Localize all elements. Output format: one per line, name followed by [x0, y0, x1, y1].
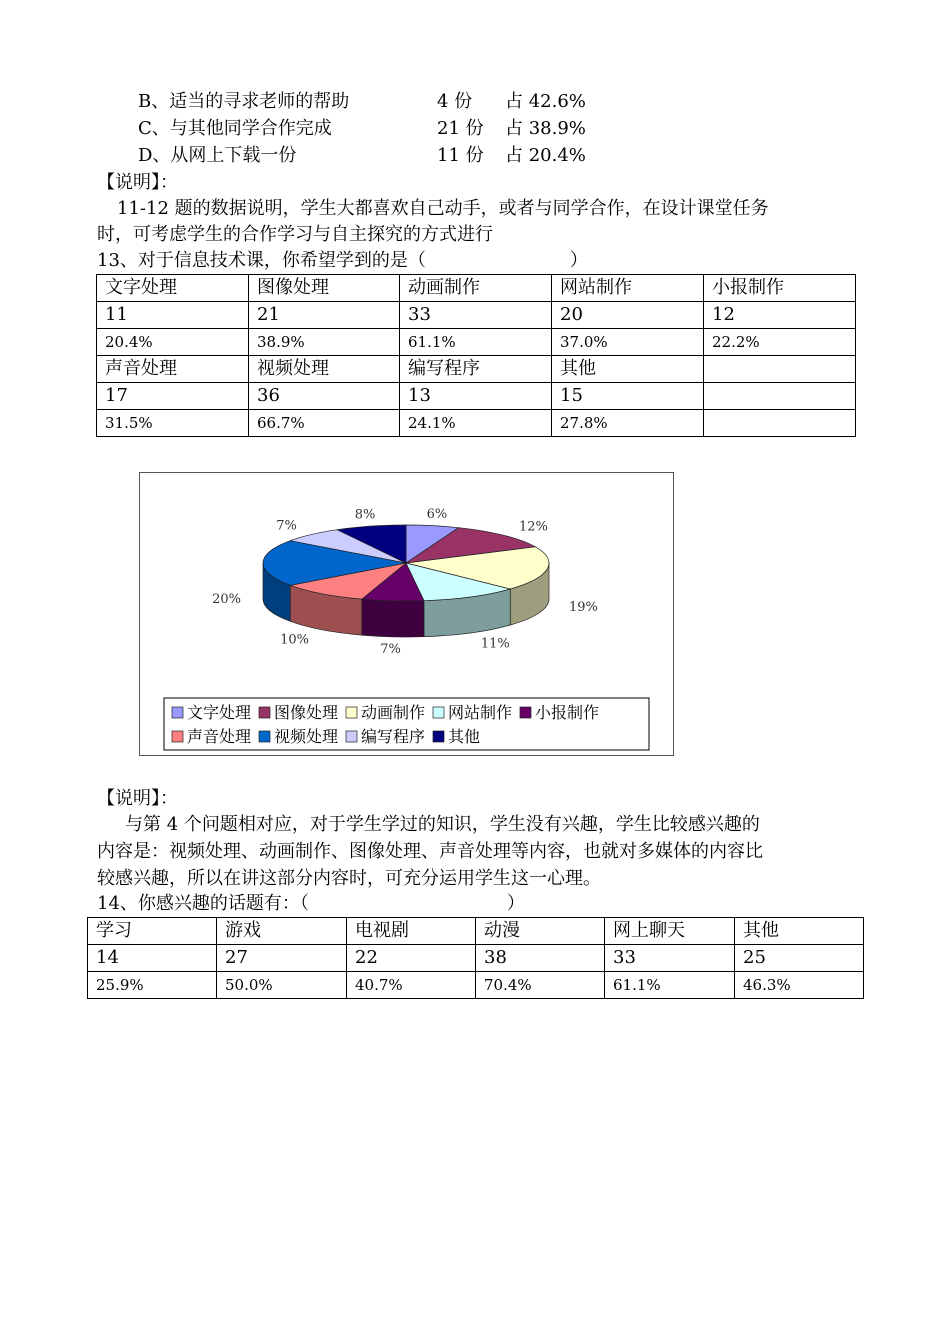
legend-label: 动画制作 — [361, 703, 426, 722]
q13-table — [96, 274, 856, 437]
legend-label: 声音处理 — [187, 727, 252, 746]
note2-line3: 较感兴趣，所以在讲这部分内容时，可充分运用学生这一心理。 — [97, 868, 601, 889]
note2-line1: 与第 4 个问题相对应，对于学生学过的知识，学生没有兴趣，学生比较感兴趣的 — [125, 814, 760, 835]
table-cell: 24.1% — [400, 410, 552, 437]
table-cell — [704, 410, 856, 437]
table-cell — [704, 356, 856, 383]
pie-data-label: 19% — [569, 599, 598, 615]
note2-line2: 内容是：视频处理、动画制作、图像处理、声音处理等内容，也就对多媒体的内容比 — [97, 841, 763, 862]
table-cell: 37.0% — [552, 329, 704, 356]
table-cell: 38 — [476, 945, 605, 972]
q14-row-pcts — [88, 972, 864, 999]
q13-row-items-2 — [97, 356, 856, 383]
table-cell: 15 — [552, 383, 704, 410]
pie-side-小报制作 — [362, 599, 424, 637]
legend-label: 其他 — [448, 727, 481, 746]
pie-data-label: 20% — [212, 592, 241, 607]
table-cell: 13 — [400, 383, 552, 410]
pie-data-label: 7% — [276, 518, 297, 534]
pie-data-label: 12% — [519, 519, 548, 535]
table-cell: 25.9% — [88, 972, 217, 999]
table-cell: 27 — [217, 945, 347, 972]
pie-chart-svg — [140, 473, 673, 755]
table-cell: 61.1% — [400, 329, 552, 356]
legend-swatch — [172, 707, 183, 718]
option-b-label: B、适当的寻求老师的帮助 — [138, 91, 350, 112]
legend-label: 编写程序 — [361, 727, 426, 746]
table-cell: 文字处理 — [97, 275, 249, 302]
table-cell: 21 — [249, 302, 400, 329]
pie-data-label: 7% — [380, 641, 401, 657]
pie-data-label: 8% — [354, 507, 376, 523]
table-cell: 网上聊天 — [605, 918, 735, 945]
option-c-count: 21 份 — [437, 118, 484, 139]
q13-question: 13、对于信息技术课，你希望学到的是（ ） — [97, 250, 588, 271]
legend-swatch — [259, 731, 270, 742]
option-d-pct: 占 20.4% — [505, 145, 586, 166]
q13-row-counts-2 — [97, 383, 856, 410]
table-cell: 25 — [735, 945, 864, 972]
table-cell: 动漫 — [476, 918, 605, 945]
table-cell: 61.1% — [605, 972, 735, 999]
table-cell: 视频处理 — [249, 356, 400, 383]
table-cell: 17 — [97, 383, 249, 410]
chart-legend — [164, 698, 649, 750]
pie-data-label: 10% — [280, 632, 309, 648]
table-cell: 其他 — [552, 356, 704, 383]
table-cell: 14 — [88, 945, 217, 972]
option-b-count: 4 份 — [437, 91, 473, 112]
option-c-label: C、与其他同学合作完成 — [138, 118, 332, 139]
q14-row-counts — [88, 945, 864, 972]
option-c-pct: 占 38.9% — [505, 118, 586, 139]
table-cell: 编写程序 — [400, 356, 552, 383]
table-cell: 其他 — [735, 918, 864, 945]
pie-data-label: 6% — [426, 506, 448, 522]
note2-heading: 【说明】： — [97, 788, 178, 809]
table-cell: 20 — [552, 302, 704, 329]
legend-swatch — [520, 707, 531, 718]
q13-row-counts-1 — [97, 302, 856, 329]
table-cell: 22.2% — [704, 329, 856, 356]
legend-swatch — [259, 707, 270, 718]
legend-swatch — [346, 707, 357, 718]
table-cell: 22 — [347, 945, 476, 972]
legend-swatch — [433, 731, 444, 742]
table-cell: 33 — [605, 945, 735, 972]
table-cell — [704, 383, 856, 410]
pie-top — [263, 525, 549, 601]
table-cell: 12 — [704, 302, 856, 329]
option-d-label: D、从网上下载一份 — [138, 145, 297, 166]
option-b-pct: 占 42.6% — [505, 91, 586, 112]
q13-row-items-1 — [97, 275, 856, 302]
table-cell: 40.7% — [347, 972, 476, 999]
legend-swatch — [172, 731, 183, 742]
pie-chart — [139, 472, 674, 756]
legend-label: 图像处理 — [274, 703, 339, 722]
table-cell: 游戏 — [217, 918, 347, 945]
table-cell: 动画制作 — [400, 275, 552, 302]
table-cell: 66.7% — [249, 410, 400, 437]
table-cell: 50.0% — [217, 972, 347, 999]
legend-swatch — [346, 731, 357, 742]
table-cell: 36 — [249, 383, 400, 410]
table-cell: 图像处理 — [249, 275, 400, 302]
q14-row-items — [88, 918, 864, 945]
legend-label: 文字处理 — [187, 703, 252, 722]
table-cell: 33 — [400, 302, 552, 329]
q14-table — [87, 917, 864, 999]
option-d-count: 11 份 — [437, 145, 484, 166]
table-cell: 电视剧 — [347, 918, 476, 945]
table-cell: 11 — [97, 302, 249, 329]
legend-label: 视频处理 — [274, 727, 339, 746]
table-cell: 小报制作 — [704, 275, 856, 302]
q13-row-pcts-1 — [97, 329, 856, 356]
table-cell: 31.5% — [97, 410, 249, 437]
q13-row-pcts-2 — [97, 410, 856, 437]
table-cell: 27.8% — [552, 410, 704, 437]
table-cell: 声音处理 — [97, 356, 249, 383]
table-cell: 网站制作 — [552, 275, 704, 302]
note1-heading: 【说明】： — [97, 172, 178, 193]
table-cell: 38.9% — [249, 329, 400, 356]
q14-question: 14、你感兴趣的话题有：（ ） — [97, 893, 525, 914]
table-cell: 学习 — [88, 918, 217, 945]
note1-line2: 时，可考虑学生的合作学习与自主探究的方式进行 — [97, 224, 493, 245]
note1-line1: 11-12 题的数据说明，学生大都喜欢自己动手，或者与同学合作，在设计课堂任务 — [117, 198, 769, 219]
table-cell: 20.4% — [97, 329, 249, 356]
legend-swatch — [433, 707, 444, 718]
table-cell: 46.3% — [735, 972, 864, 999]
pie-data-label: 11% — [480, 636, 510, 652]
legend-label: 网站制作 — [448, 703, 513, 722]
legend-label: 小报制作 — [535, 703, 600, 722]
table-cell: 70.4% — [476, 972, 605, 999]
